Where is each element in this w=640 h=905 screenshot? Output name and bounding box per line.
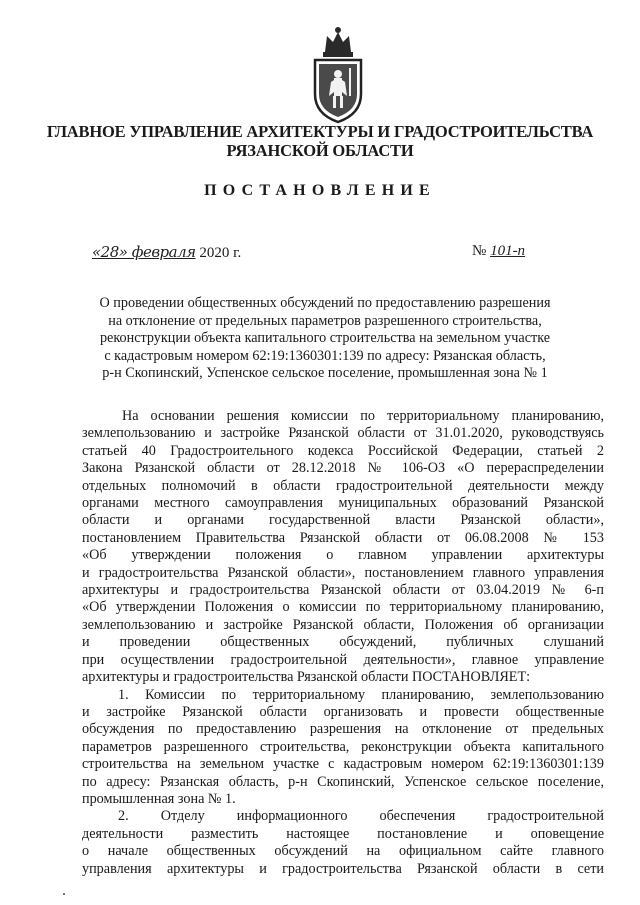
- subject-line: р-н Скопинский, Успенское сельское поселение, промышленная зона № 1: [102, 365, 548, 382]
- body-line: и градостроительства Рязанской области», постановлением главного управления: [82, 564, 604, 581]
- date-handwritten: «28» февраля: [92, 243, 196, 261]
- body-line: деятельности разместить настоящее постановление и оповещение: [82, 825, 604, 842]
- body-line: постановлением Правительства Рязанской области от 06.08.2008 № 153: [82, 529, 604, 546]
- scan-speck: [63, 893, 65, 895]
- body-line: землепользованию и застройке Рязанской области от 31.01.2020, руководствуясь: [82, 425, 604, 442]
- date-year: 2020 г.: [199, 245, 242, 261]
- subject-line: О проведении общественных обсуждений по предоставлению разрешения: [99, 295, 551, 311]
- document-number: [472, 243, 525, 260]
- body-line: и застройке Рязанской области организовать и провести общественные: [82, 703, 604, 720]
- document-date: [92, 243, 241, 262]
- body-line: 1. Комиссии по территориальному планированию, землепользованию: [118, 686, 604, 703]
- subject-line: реконструкции объекта капитального строительства на земельном участке: [99, 330, 551, 347]
- body-line: «Об утверждении положения о главном управлении архитектуры: [82, 547, 604, 564]
- body-line: отдельных полномочий в области градостроительной деятельности между: [82, 477, 604, 494]
- body-line: области и органами государственной власти Рязанской области»,: [82, 512, 604, 529]
- body-line: параметров разрешенного строительства, реконструкции объекта капитального: [82, 738, 604, 755]
- body-line: и проведении общественных обсуждений, публичных слушаний: [82, 634, 604, 651]
- body-line: строительства на земельном участке с кадастровым номером 62:19:1360301:139: [82, 756, 604, 773]
- document-subject: [86, 295, 564, 383]
- body-line: Закона Рязанской области от 28.12.2018 № 106-ОЗ «О перераспределении: [82, 460, 604, 477]
- body-line: архитектуры и градостроительства Рязанской области ПОСТАНОВЛЯЕТ:: [82, 669, 531, 686]
- body-line: На основании решения комиссии по территориальному планированию,: [122, 408, 604, 424]
- document-body: [82, 408, 604, 878]
- ryazan-coat-of-arms-icon: [303, 22, 373, 124]
- body-line: органами местного самоуправления муниципальных образований Рязанской: [82, 495, 604, 512]
- organization-title-line1: ГЛАВНОЕ УПРАВЛЕНИЕ АРХИТЕКТУРЫ И ГРАДОСТРОИТЕЛЬСТВА: [46, 122, 594, 141]
- body-line: архитектуры и градостроительства Рязанской области от 03.04.2019 № 6-п: [82, 582, 604, 599]
- subject-line: с кадастровым номером 62:19:1360301:139 по адресу: Рязанская область,: [104, 347, 546, 364]
- organization-title-line2: РЯЗАНСКОЙ ОБЛАСТИ: [226, 141, 414, 160]
- body-line: 2. Отделу информационного обеспечения градостроительной: [118, 808, 604, 825]
- document-type-title: ПОСТАНОВЛЕНИЕ: [204, 182, 436, 199]
- body-line: по адресу: Рязанская область, р-н Скопинский, Успенское сельское поселение,: [82, 773, 604, 790]
- body-line: управления архитектуры и градостроительства Рязанской области в сети: [82, 860, 604, 877]
- number-handwritten: 101-п: [490, 243, 526, 259]
- number-prefix: №: [472, 243, 487, 259]
- body-line: землепользованию и застройке Рязанской области, Положения об организации: [82, 616, 604, 633]
- body-line: обсуждения по предоставлению разрешения на отклонение от предельных: [82, 721, 604, 738]
- subject-line: на отклонение от предельных параметров разрешенного строительства,: [108, 312, 542, 329]
- body-line: статьей 40 Градостроительного кодекса Российской Федерации, статьей 2: [82, 442, 604, 459]
- body-line: «Об утверждении Положения о комиссии по территориальному планированию,: [82, 599, 604, 616]
- body-line: промышленная зона № 1.: [82, 790, 236, 807]
- body-line: при осуществлении градостроительной деятельности», главное управление: [82, 651, 604, 668]
- body-line: о начале общественных обсуждений на официальном сайте главного: [82, 843, 604, 860]
